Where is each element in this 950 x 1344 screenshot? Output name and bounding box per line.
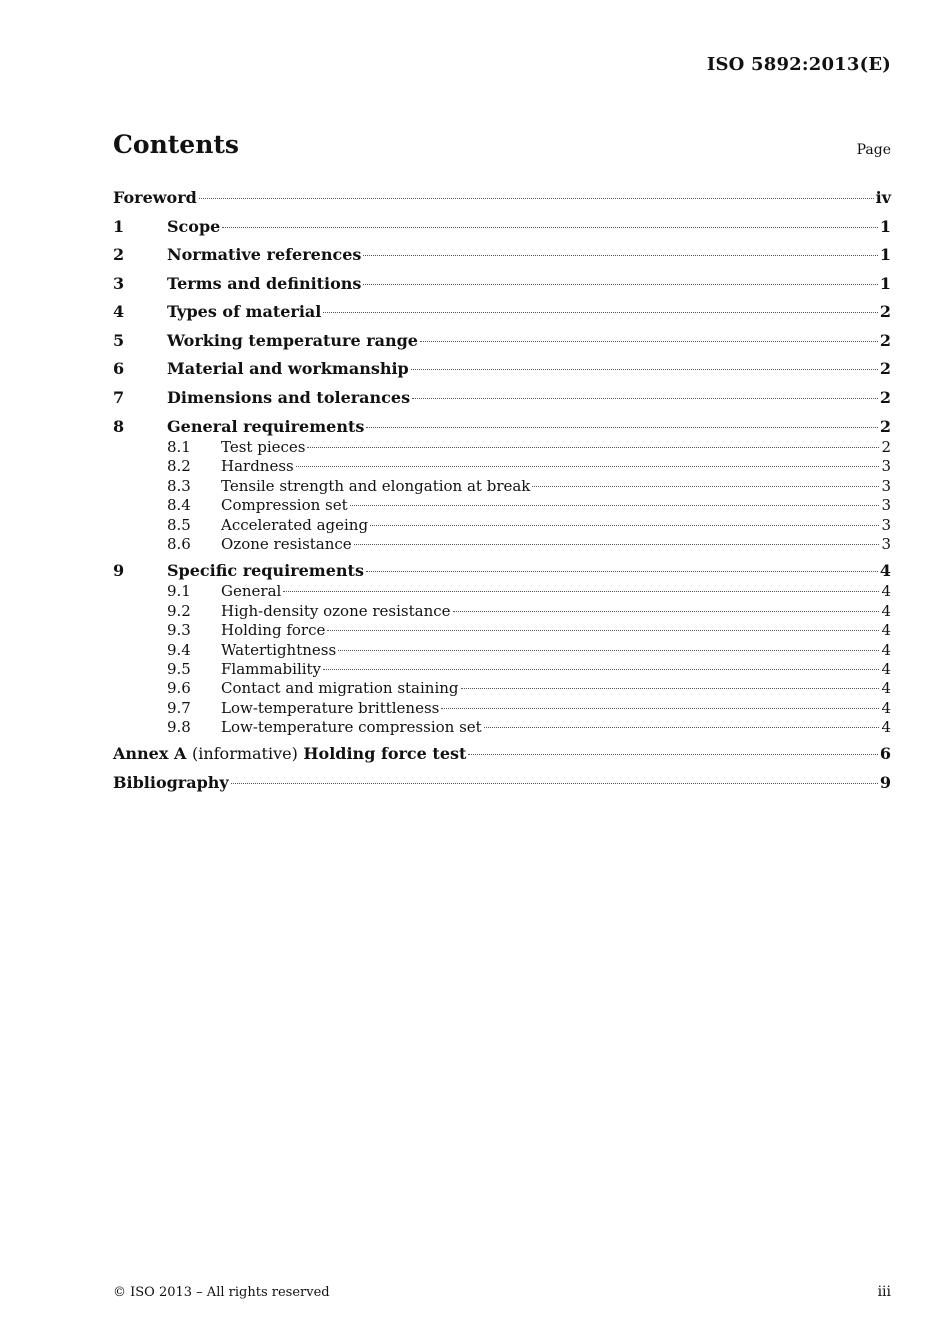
- leader-dots: [420, 341, 878, 342]
- toc-number: 8: [113, 417, 125, 436]
- toc-number: 6: [113, 359, 125, 378]
- leader-dots: [323, 669, 879, 670]
- toc-page: 4: [881, 679, 891, 698]
- leader-dots: [411, 369, 878, 370]
- toc-number: 9.7: [167, 698, 191, 717]
- toc-entry-bibliography[interactable]: [113, 769, 891, 798]
- toc-entry-specific-requirements[interactable]: [113, 559, 891, 582]
- toc-page: 3: [881, 476, 891, 495]
- toc-number: 9: [113, 561, 125, 581]
- leader-dots: [366, 571, 878, 572]
- leader-dots: [363, 255, 877, 256]
- leader-dots: [323, 312, 878, 313]
- toc-page: 2: [879, 330, 891, 350]
- toc-number: 9.1: [167, 582, 191, 601]
- page-column-label: Page: [856, 142, 891, 158]
- toc-number: 4: [113, 302, 125, 321]
- toc-entry-types-of-material[interactable]: [113, 298, 891, 327]
- toc-page: 9: [879, 772, 891, 792]
- leader-dots: [231, 783, 878, 784]
- toc-subentry-general[interactable]: [113, 582, 891, 601]
- leader-dots: [532, 486, 879, 487]
- leader-dots: [199, 198, 874, 199]
- annex-prefix: Annex A: [113, 744, 187, 764]
- toc-entry-material-and-workmanship[interactable]: [113, 355, 891, 384]
- toc-page: 3: [881, 515, 891, 534]
- table-of-contents: [113, 184, 891, 797]
- toc-page: 2: [879, 302, 891, 321]
- toc-page: 3: [881, 496, 891, 515]
- toc-label: Foreword: [113, 188, 197, 207]
- leader-dots: [468, 754, 877, 755]
- toc-subentry-high-density-ozone-resistance[interactable]: [113, 602, 891, 621]
- toc-number: 8.4: [167, 496, 191, 515]
- toc-label: Compression set: [221, 496, 348, 515]
- toc-label: Low-temperature brittleness: [221, 698, 440, 717]
- toc-page: 4: [881, 718, 891, 737]
- toc-page: 4: [881, 601, 891, 620]
- toc-page: 4: [881, 621, 891, 640]
- leader-dots: [283, 591, 879, 592]
- toc-label: Flammability: [221, 659, 322, 678]
- toc-subentry-flammability[interactable]: [113, 660, 891, 679]
- toc-label: Working temperature range: [167, 330, 418, 350]
- toc-number: 9.6: [167, 679, 191, 698]
- leader-dots: [412, 398, 878, 399]
- annex-title: Holding force test: [303, 744, 467, 764]
- toc-number: 8.6: [167, 534, 191, 553]
- toc-page: 2: [879, 417, 891, 436]
- toc-label: Watertightness: [221, 640, 337, 659]
- toc-number: 9.5: [167, 659, 191, 678]
- toc-number: 9.3: [167, 621, 191, 640]
- toc-number: 9.4: [167, 640, 191, 659]
- annex-informative-tag: (informative): [191, 744, 298, 764]
- contents-title: Contents: [113, 130, 240, 159]
- leader-dots: [327, 630, 879, 631]
- leader-dots: [484, 727, 880, 728]
- toc-entry-normative-references[interactable]: [113, 241, 891, 270]
- toc-entry-scope[interactable]: [113, 213, 891, 242]
- footer-page-number: iii: [877, 1284, 891, 1300]
- toc-label: Accelerated ageing: [221, 515, 369, 534]
- toc-label: Tensile strength and elongation at break: [221, 476, 531, 495]
- toc-number: 3: [113, 273, 125, 293]
- document-id: ISO 5892:2013(E): [706, 54, 891, 75]
- toc-number: 8.1: [167, 438, 191, 456]
- toc-number: 5: [113, 330, 125, 350]
- toc-page: 2: [881, 438, 891, 456]
- leader-dots: [461, 688, 880, 689]
- toc-page: 2: [879, 359, 891, 378]
- toc-number: 8.3: [167, 476, 191, 495]
- toc-subentry-watertightness[interactable]: [113, 641, 891, 660]
- leader-dots: [366, 427, 878, 428]
- leader-dots: [338, 650, 879, 651]
- toc-page: 4: [881, 582, 891, 601]
- toc-page: 1: [879, 273, 891, 293]
- toc-label: Terms and definitions: [167, 273, 362, 293]
- toc-page: 4: [881, 640, 891, 659]
- toc-subentry-accelerated-ageing[interactable]: [113, 516, 891, 535]
- toc-page: 2: [879, 387, 891, 407]
- leader-dots: [441, 708, 879, 709]
- toc-label: Types of material: [167, 302, 322, 321]
- toc-entry-general-requirements[interactable]: [113, 415, 891, 438]
- toc-page: 3: [881, 534, 891, 553]
- toc-label: General: [221, 582, 282, 601]
- toc-subentry-low-temperature-brittleness[interactable]: [113, 699, 891, 718]
- toc-entry-working-temperature-range[interactable]: [113, 327, 891, 356]
- toc-subentry-test-pieces[interactable]: [113, 438, 891, 457]
- toc-subentry-ozone-resistance[interactable]: [113, 535, 891, 554]
- toc-number: 2: [113, 245, 125, 264]
- toc-subentry-hardness[interactable]: [113, 457, 891, 476]
- leader-dots: [307, 447, 879, 448]
- toc-entry-annex-a[interactable]: [113, 740, 891, 769]
- leader-dots: [354, 544, 880, 545]
- leader-dots: [363, 284, 877, 285]
- toc-number: 9.8: [167, 718, 191, 737]
- toc-page: 1: [879, 245, 891, 264]
- toc-subentry-compression-set[interactable]: [113, 496, 891, 515]
- toc-label: Holding force: [221, 621, 326, 640]
- toc-subentry-low-temperature-compression-set[interactable]: [113, 718, 891, 737]
- toc-page: 3: [881, 457, 891, 476]
- toc-label: Material and workmanship: [167, 359, 409, 378]
- leader-dots: [350, 505, 880, 506]
- leader-dots: [370, 525, 879, 526]
- toc-label: Contact and migration staining: [221, 679, 459, 698]
- toc-label: Normative references: [167, 245, 362, 264]
- toc-number: 8.5: [167, 515, 191, 534]
- toc-subentry-tensile-strength[interactable]: [113, 477, 891, 496]
- toc-label: Scope: [167, 216, 221, 236]
- toc-page: 4: [879, 561, 891, 581]
- toc-number: 1: [113, 216, 125, 236]
- leader-dots: [222, 227, 878, 228]
- toc-label: Test pieces: [221, 438, 306, 456]
- toc-page: 6: [879, 744, 891, 764]
- toc-page: 4: [881, 659, 891, 678]
- toc-page: 4: [881, 698, 891, 717]
- toc-page: 1: [879, 216, 891, 236]
- footer-copyright: © ISO 2013 – All rights reserved: [113, 1285, 330, 1300]
- toc-label: Specific requirements: [167, 561, 364, 581]
- toc-label: Ozone resistance: [221, 534, 352, 553]
- toc-label: Bibliography: [113, 772, 229, 792]
- toc-label: General requirements: [167, 417, 365, 436]
- toc-page: iv: [875, 188, 891, 207]
- leader-dots: [453, 611, 880, 612]
- toc-label: Dimensions and tolerances: [167, 387, 411, 407]
- toc-entry-terms-and-definitions[interactable]: [113, 270, 891, 299]
- toc-label: Low-temperature compression set: [221, 718, 482, 737]
- leader-dots: [296, 466, 880, 467]
- toc-subentry-holding-force[interactable]: [113, 621, 891, 640]
- toc-entry-dimensions-and-tolerances[interactable]: [113, 384, 891, 413]
- toc-subentry-contact-migration-staining[interactable]: [113, 679, 891, 698]
- toc-label: High-density ozone resistance: [221, 601, 451, 620]
- toc-number: 7: [113, 387, 125, 407]
- toc-number: 8.2: [167, 457, 191, 476]
- toc-label: [113, 740, 466, 769]
- toc-label: Hardness: [221, 457, 294, 476]
- toc-number: 9.2: [167, 601, 191, 620]
- toc-entry-foreword[interactable]: [113, 184, 891, 213]
